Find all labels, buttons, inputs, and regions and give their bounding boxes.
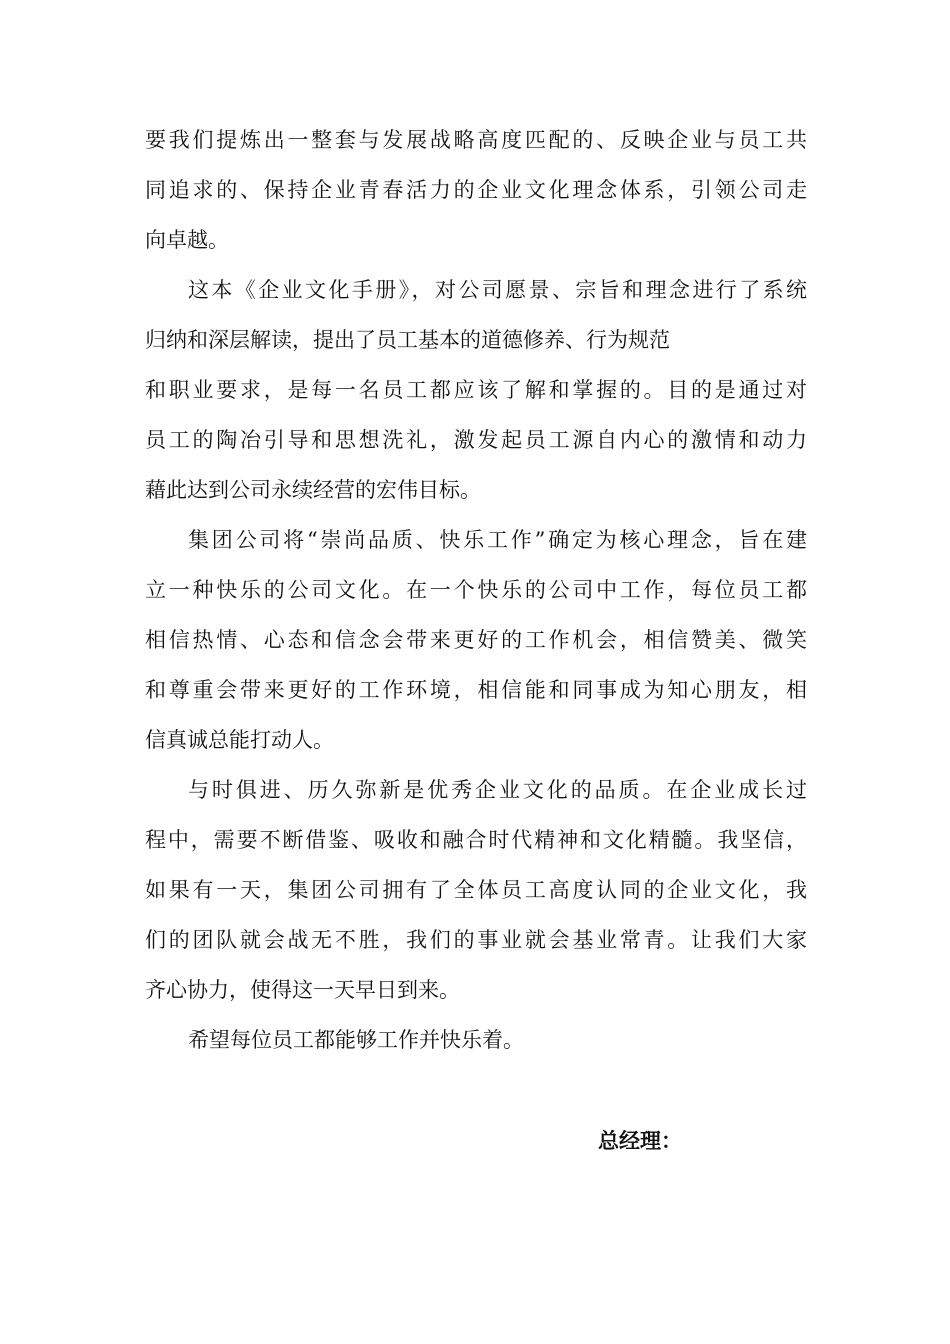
- text-line: 和尊重会带来更好的工作环境，相信能和同事成为知心朋友，相: [145, 678, 807, 702]
- text-line: 立一种快乐的公司文化。在一个快乐的公司中工作，每位员工都: [145, 578, 807, 602]
- text-line: 这本《企业文化手册》，对公司愿景、宗旨和理念进行了系统: [188, 278, 807, 302]
- text-line: 与时俱进、历久弥新是优秀企业文化的品质。在企业成长过: [188, 778, 807, 802]
- text-line: 希望每位员工都能够工作并快乐着。: [188, 1028, 524, 1052]
- text-line: 员工的陶冶引导和思想洗礼，激发起员工源自内心的激情和动力: [145, 428, 807, 452]
- text-line: 要我们提炼出一整套与发展战略高度匹配的、反映企业与员工共: [145, 128, 807, 152]
- text-line: 齐心协力，使得这一天早日到来。: [145, 978, 460, 1002]
- text-line: 们的团队就会战无不胜，我们的事业就会基业常青。让我们大家: [145, 928, 807, 952]
- document-body: [145, 115, 807, 1065]
- text-line: 和职业要求，是每一名员工都应该了解和掌握的。目的是通过对: [145, 378, 807, 402]
- text-line: 如果有一天，集团公司拥有了全体员工高度认同的企业文化，我: [145, 878, 807, 902]
- text-line: 藉此达到公司永续经营的宏伟目标。: [145, 478, 481, 502]
- text-line: 归纳和深层解读，提出了员工基本的道德修养、行为规范: [145, 328, 670, 352]
- text-line: 相信热情、心态和信念会带来更好的工作机会，相信赞美、微笑: [145, 628, 807, 652]
- text-line: 信真诚总能打动人。: [145, 728, 334, 752]
- signature-label: 总经理：: [598, 1129, 682, 1153]
- text-line: 程中，需要不断借鉴、吸收和融合时代精神和文化精髓。我坚信，: [145, 828, 807, 852]
- text-line: 同追求的、保持企业青春活力的企业文化理念体系，引领公司走: [145, 178, 807, 202]
- text-line: 向卓越。: [145, 228, 229, 252]
- text-line: 集团公司将“崇尚品质、快乐工作”确定为核心理念，旨在建: [188, 528, 807, 552]
